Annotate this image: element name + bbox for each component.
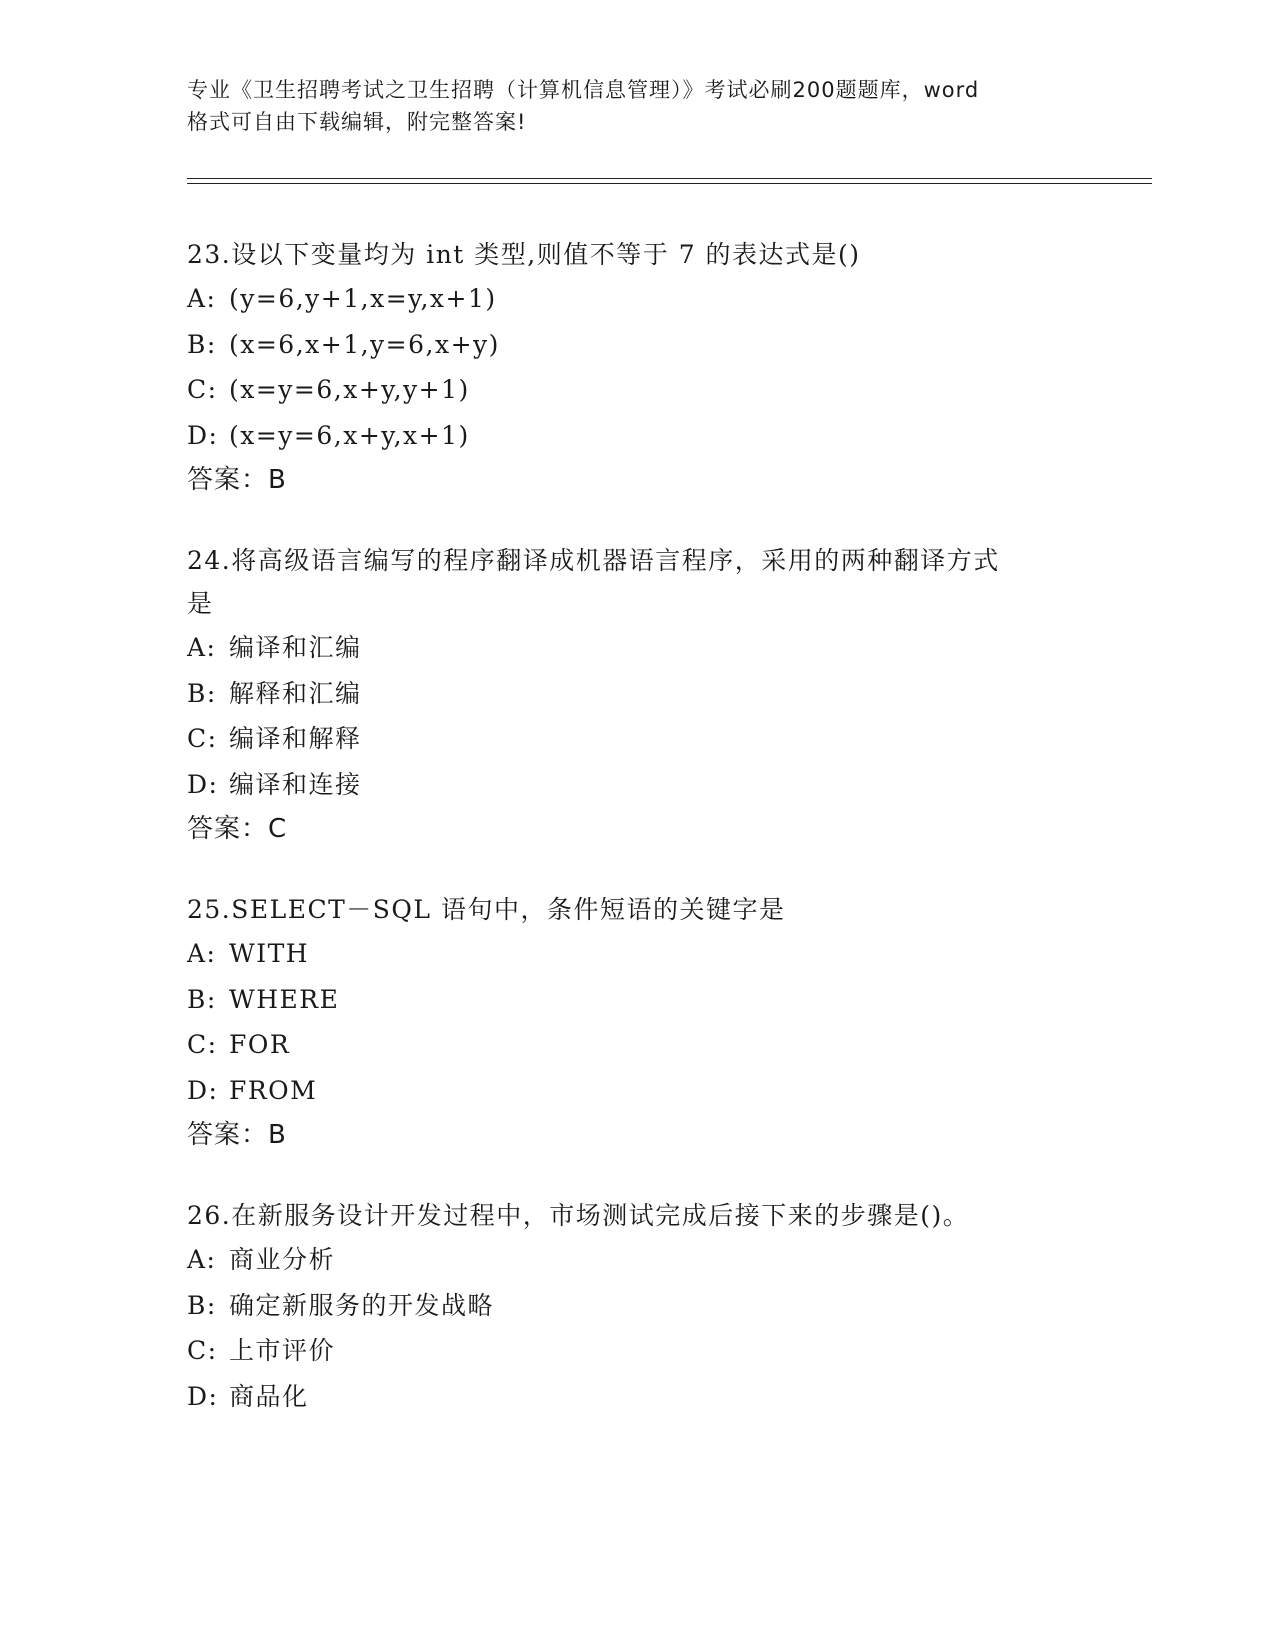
option-c xyxy=(187,1328,1087,1374)
option-text: WITH xyxy=(229,939,310,968)
option-text: 解释和汇编 xyxy=(229,678,362,708)
option-c xyxy=(187,716,1087,762)
answer-text: 答案：B xyxy=(187,465,287,495)
option-c xyxy=(187,1022,1087,1068)
question-title-continued: 是 xyxy=(187,589,214,618)
answer-text: 答案：B xyxy=(187,1120,287,1150)
option-b xyxy=(187,1283,1087,1329)
option-label: A: xyxy=(187,1245,217,1274)
option-text: 商品化 xyxy=(229,1381,309,1411)
option-d xyxy=(187,413,1087,459)
option-text: (x=y=6,x+y,y+1) xyxy=(229,375,470,404)
option-text: 编译和连接 xyxy=(229,769,362,799)
option-b xyxy=(187,977,1087,1023)
option-label: B: xyxy=(187,329,217,359)
question-title: 24.将高级语言编写的程序翻译成机器语言程序，采用的两种翻译方式 xyxy=(187,546,1000,575)
question-26 xyxy=(187,1194,1087,1419)
question-24 xyxy=(187,539,1087,852)
option-text: WHERE xyxy=(229,984,340,1014)
question-list xyxy=(187,233,1087,1455)
option-d xyxy=(187,1068,1087,1114)
answer-text: 答案：C xyxy=(187,814,288,844)
option-label: C: xyxy=(187,724,218,753)
option-text: FROM xyxy=(229,1075,318,1105)
option-text: 商业分析 xyxy=(229,1245,336,1274)
option-d xyxy=(187,1374,1087,1420)
option-label: B: xyxy=(187,678,217,708)
option-label: D: xyxy=(187,769,219,799)
option-text: 确定新服务的开发战略 xyxy=(229,1290,495,1320)
option-d xyxy=(187,762,1087,808)
header-divider-bottom xyxy=(187,183,1152,184)
header-line-2: 格式可自由下载编辑，附完整答案! xyxy=(187,110,527,134)
option-b xyxy=(187,322,1087,368)
option-text: (y=6,y+1,x=y,x+1) xyxy=(229,284,497,313)
option-label: B: xyxy=(187,1290,217,1320)
option-text: (x=6,x+1,y=6,x+y) xyxy=(229,329,500,359)
header-line-1: 专业《卫生招聘考试之卫生招聘（计算机信息管理）》考试必刷200题题库，word xyxy=(187,78,980,102)
question-title: 26.在新服务设计开发过程中，市场测试完成后接下来的步骤是()。 xyxy=(187,1201,970,1230)
option-c xyxy=(187,367,1087,413)
option-label: B: xyxy=(187,984,217,1014)
option-text: FOR xyxy=(229,1030,291,1059)
option-a xyxy=(187,625,1087,671)
option-a xyxy=(187,1237,1087,1283)
option-a xyxy=(187,931,1087,977)
option-label: D: xyxy=(187,1381,219,1411)
question-25 xyxy=(187,888,1087,1158)
option-label: C: xyxy=(187,1030,218,1059)
option-label: C: xyxy=(187,1336,218,1365)
option-label: C: xyxy=(187,375,218,404)
option-a xyxy=(187,276,1087,322)
option-label: D: xyxy=(187,420,219,450)
question-title: 25.SELECT－SQL 语句中，条件短语的关键字是 xyxy=(187,895,786,924)
question-title: 23.设以下变量均为 int 类型,则值不等于 7 的表达式是() xyxy=(187,240,861,269)
option-text: 编译和解释 xyxy=(229,724,362,753)
question-23 xyxy=(187,233,1087,503)
option-label: D: xyxy=(187,1075,219,1105)
header-divider-top xyxy=(187,178,1152,179)
option-b xyxy=(187,671,1087,717)
option-label: A: xyxy=(187,284,217,313)
option-label: A: xyxy=(187,939,217,968)
option-text: 上市评价 xyxy=(229,1336,336,1365)
option-text: 编译和汇编 xyxy=(229,633,362,662)
document-header xyxy=(187,74,1087,138)
option-label: A: xyxy=(187,633,217,662)
option-text: (x=y=6,x+y,x+1) xyxy=(229,420,470,450)
